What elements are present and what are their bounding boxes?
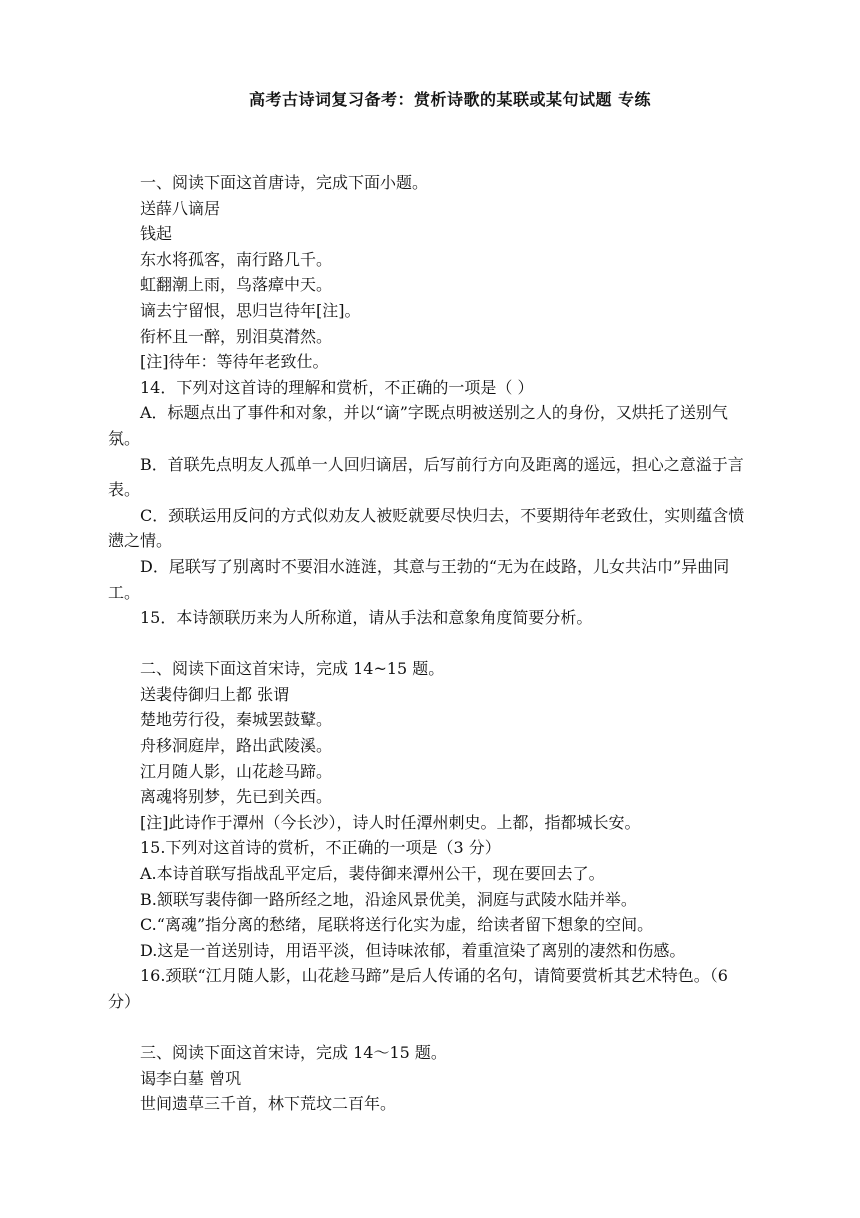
option-d: D.这是一首送别诗，用语平淡，但诗味浓郁，着重渲染了离别的凄然和伤感。 xyxy=(140,940,686,960)
option-d: D．尾联写了别离时不要泪水涟涟，其意与王勃的“无为在歧路，儿女共沾巾”异曲同工。 xyxy=(108,556,730,602)
option-b: B．首联先点明友人孤单一人回归谪居，后写前行方向及距离的遥远，担心之意溢于言表。 xyxy=(108,454,744,500)
poem-2-line: 楚地劳行役，秦城罢鼓鼙。 xyxy=(140,710,333,730)
section-1-heading: 一、阅读下面这首唐诗，完成下面小题。 xyxy=(140,173,429,192)
poem-3-title-author: 谒李白墓 曾巩 xyxy=(140,1068,242,1088)
spacer xyxy=(108,631,756,657)
poem-2-line: 离魂将别梦，先已到关西。 xyxy=(140,787,333,807)
option-a: A.本诗首联写指战乱平定后，裴侍御来潭州公干，现在要回去了。 xyxy=(140,864,605,884)
spacer xyxy=(108,1015,756,1041)
document-body xyxy=(108,170,756,1117)
poem-1-note: [注]待年：等待年老致仕。 xyxy=(140,352,329,372)
poem-1-author: 钱起 xyxy=(140,224,173,244)
poem-1-line: 东水将孤客，南行路几千。 xyxy=(140,249,333,269)
section-2-heading: 二、阅读下面这首宋诗，完成 14~15 题。 xyxy=(140,659,445,679)
question-14: 14．下列对这首诗的理解和赏析，不正确的一项是（ ） xyxy=(140,377,534,397)
poem-1-line: 虹翻潮上雨，鸟落瘴中天。 xyxy=(140,275,333,295)
poem-2-note: [注]此诗作于潭州（今长沙），诗人时任潭州刺史。上都，指都城长安。 xyxy=(140,812,641,832)
option-a: A．标题点出了事件和对象，并以“谪”字既点明被送别之人的身份，又烘托了送别气氛。 xyxy=(108,403,728,448)
poem-2-line: 江月随人影，山花趁马蹄。 xyxy=(140,761,333,781)
poem-1-line: 衔杯且一醉，别泪莫潸然。 xyxy=(140,326,333,346)
document-title: 高考古诗词复习备考：赏析诗歌的某联或某句试题 专练 xyxy=(248,90,652,109)
question-16: 16.颈联“江月随人影，山花趁马蹄”是后人传诵的名句，请简要赏析其艺术特色。（6 分） xyxy=(108,966,728,1011)
poem-2-title-author: 送裴侍御归上都 张谓 xyxy=(140,684,290,704)
question-15b: 15.下列对这首诗的赏析，不正确的一项是（3 分） xyxy=(140,838,501,858)
section-3-heading: 三、阅读下面这首宋诗，完成 14～15 题。 xyxy=(140,1043,447,1063)
option-c: C．颈联运用反问的方式似劝友人被贬就要尽快归去，不要期待年老致仕，实则蕴含愤懑之情。 xyxy=(108,505,745,551)
option-c: C.“离魂”指分离的愁绪，尾联将送行化实为虚，给读者留下想象的空间。 xyxy=(140,915,654,935)
poem-1-line: 谪去宁留恨，思归岂待年[注]。 xyxy=(140,300,361,320)
poem-2-line: 舟移洞庭岸，路出武陵溪。 xyxy=(140,736,333,756)
poem-3-line: 世间遗草三千首，林下荒坟二百年。 xyxy=(140,1094,397,1114)
poem-1-title: 送薛八谪居 xyxy=(140,198,221,218)
question-15: 15．本诗颔联历来为人所称道，请从手法和意象角度简要分析。 xyxy=(140,608,593,628)
option-b: B.颔联写裴侍御一路所经之地，沿途风景优美，洞庭与武陵水陆并举。 xyxy=(140,889,637,909)
